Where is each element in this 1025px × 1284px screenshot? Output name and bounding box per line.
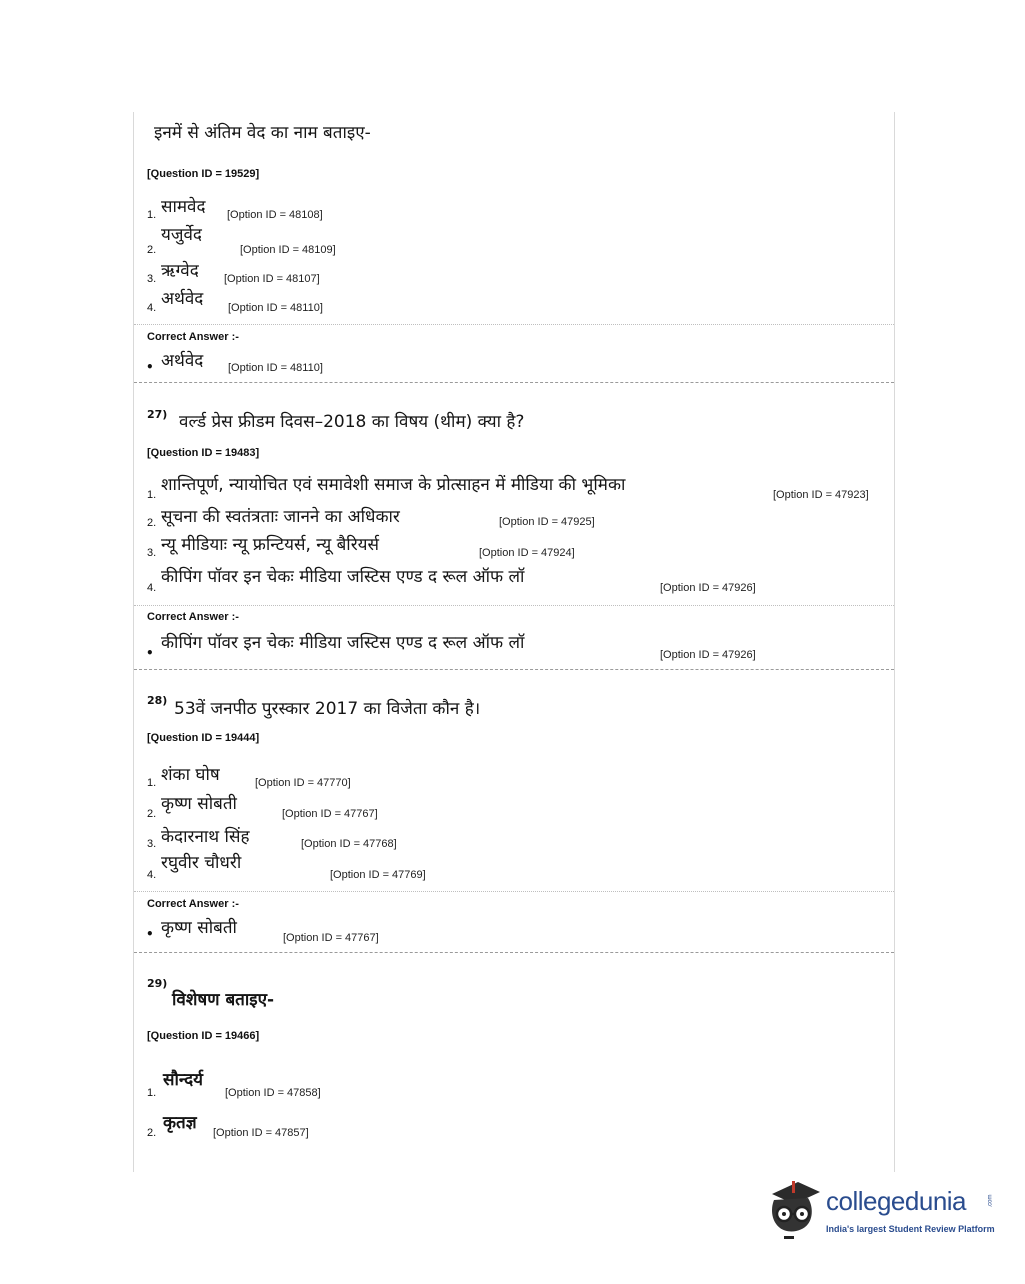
option-number: 4. [147, 302, 157, 314]
correct-answer-label: Correct Answer :- [147, 898, 239, 910]
option-number: 3. [147, 547, 157, 559]
option-text: न्यू मीडियाः न्यू फ्रन्टियर्स, न्यू बैरियर्स [161, 535, 379, 555]
option-text: सौन्दर्य [163, 1070, 204, 1090]
option-text: यजुर्वेद [161, 225, 202, 245]
question-separator [134, 382, 894, 383]
bullet-icon: • [146, 927, 154, 941]
option-id: [Option ID = 47925] [499, 516, 595, 528]
option-number: 4. [147, 869, 157, 881]
brand-suffix: .com [987, 1194, 994, 1208]
option-number: 2. [147, 1127, 157, 1139]
correct-answer-text: कृष्ण सोबती [161, 918, 237, 938]
correct-option-id: [Option ID = 48110] [228, 362, 323, 374]
option-id: [Option ID = 47858] [225, 1087, 321, 1099]
option-id: [Option ID = 47767] [282, 808, 378, 820]
question-separator [134, 952, 894, 953]
option-number: 2. [147, 517, 157, 529]
option-text: कीपिंग पॉवर इन चेकः मीडिया जस्टिस एण्ड द रूल ऑफ लॉ [161, 567, 525, 587]
option-number: 4. [147, 582, 157, 594]
option-number: 1. [147, 777, 157, 789]
option-id: [Option ID = 48108] [227, 209, 323, 221]
option-text: अर्थवेद [161, 289, 204, 309]
divider [134, 605, 894, 606]
option-text: रघुवीर चौधरी [161, 853, 242, 873]
question-id: [Question ID = 19444] [147, 732, 260, 744]
correct-answer-label: Correct Answer :- [147, 331, 239, 343]
option-id: [Option ID = 48109] [240, 244, 336, 256]
option-id: [Option ID = 47924] [479, 547, 575, 559]
option-number: 1. [147, 1087, 157, 1099]
correct-answer-label: Correct Answer :- [147, 611, 239, 623]
correct-answer-text: कीपिंग पॉवर इन चेकः मीडिया जस्टिस एण्ड द रूल ऑफ लॉ [161, 633, 525, 653]
option-text: कृतज्ञ [163, 1113, 197, 1133]
option-id: [Option ID = 48110] [228, 302, 323, 314]
correct-option-id: [Option ID = 47926] [660, 649, 756, 661]
option-text: सामवेद [161, 197, 206, 217]
option-number: 2. [147, 808, 157, 820]
option-number: 1. [147, 489, 157, 501]
correct-option-id: [Option ID = 47767] [283, 932, 379, 944]
option-number: 3. [147, 273, 157, 285]
bullet-icon: • [146, 360, 154, 374]
brand-name: collegedunia [826, 1186, 967, 1216]
option-text: कृष्ण सोबती [161, 794, 237, 814]
question-id: [Question ID = 19529] [147, 168, 260, 180]
question-separator [134, 669, 894, 670]
option-number: 1. [147, 209, 157, 221]
option-id: [Option ID = 48107] [224, 273, 320, 285]
question-number: 28) [147, 694, 168, 707]
option-text: शान्तिपूर्ण, न्यायोचित एवं समावेशी समाज के प्रोत्साहन में मीडिया की भूमिका [161, 475, 626, 495]
option-text: ऋग्वेद [161, 261, 199, 281]
option-id: [Option ID = 47923] [773, 489, 869, 501]
bullet-icon: • [146, 646, 154, 660]
divider [134, 891, 894, 892]
option-text: सूचना की स्वतंत्रताः जानने का अधिकार [161, 507, 400, 527]
mascot-icon [764, 1176, 824, 1246]
correct-answer-text: अर्थवेद [161, 351, 204, 371]
option-number: 2. [147, 244, 157, 256]
question-text: इनमें से अंतिम वेद का नाम बताइए- [154, 123, 371, 143]
question-paper-page [133, 112, 895, 1172]
option-number: 3. [147, 838, 157, 850]
collegedunia-logo[interactable] [764, 1176, 996, 1246]
divider [134, 324, 894, 325]
question-number: 29) [147, 977, 168, 990]
option-id: [Option ID = 47926] [660, 582, 756, 594]
option-text: शंका घोष [161, 765, 220, 785]
question-number: 27) [147, 408, 168, 421]
question-text: विशेषण बताइए- [172, 990, 275, 1010]
question-text: 53वें जनपीठ पुरस्कार 2017 का विजेता कौन है। [174, 699, 481, 719]
option-text: केदारनाथ सिंह [161, 827, 250, 847]
option-id: [Option ID = 47769] [330, 869, 426, 881]
brand-tagline: India's largest Student Review Platform [826, 1224, 995, 1234]
option-id: [Option ID = 47768] [301, 838, 397, 850]
option-id: [Option ID = 47857] [213, 1127, 309, 1139]
question-id: [Question ID = 19466] [147, 1030, 260, 1042]
question-id: [Question ID = 19483] [147, 447, 260, 459]
option-id: [Option ID = 47770] [255, 777, 351, 789]
question-text: वर्ल्ड प्रेस फ्रीडम दिवस–2018 का विषय (थीम) क्या है? [179, 412, 525, 432]
